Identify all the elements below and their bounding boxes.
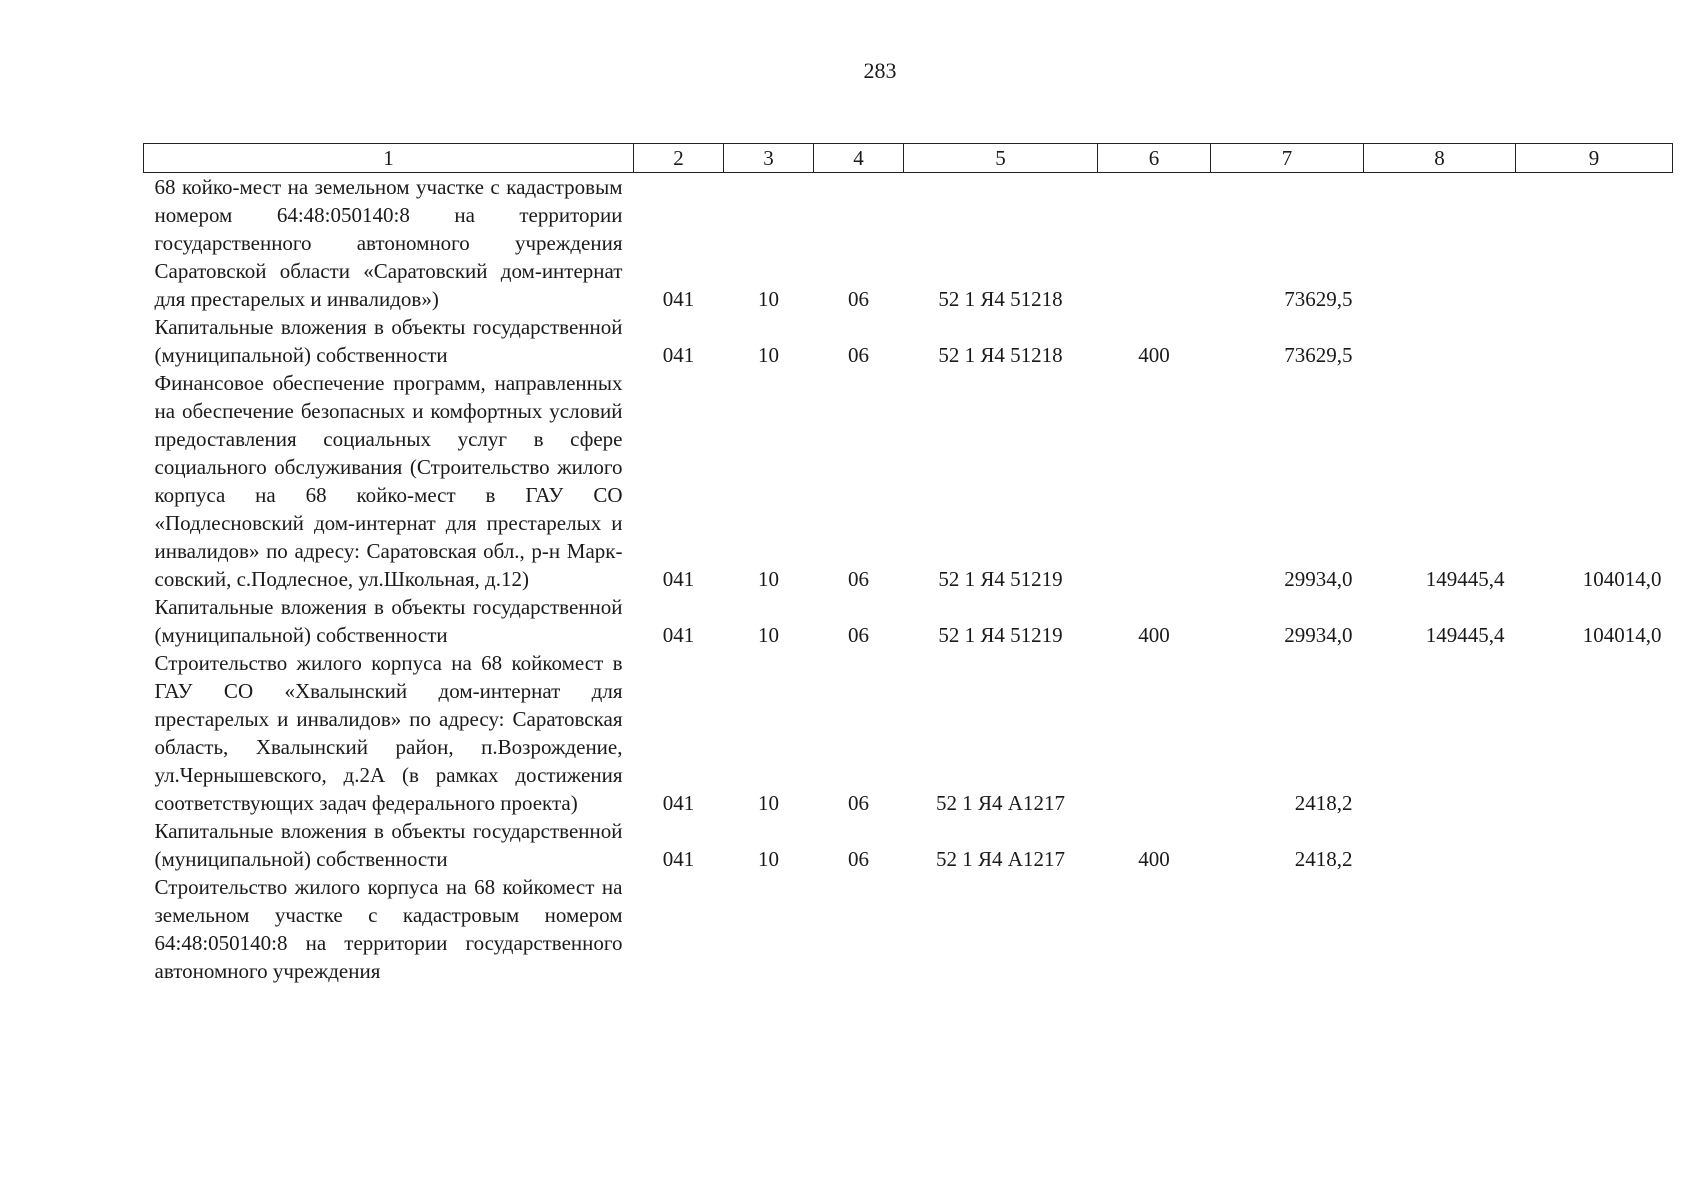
header-col-2: 2 <box>634 144 724 173</box>
row-description: 68 койко-мест на земельном участке с кадастровым номером 64:48:050140:8 на территории государственного автономного учреждения Саратовской области «Саратовский дом-интернат для престарелых и инвалидов») <box>154 175 623 311</box>
row-subsection-code: 06 <box>848 343 869 367</box>
row-description: Капитальные вложения в объекты государственной (муниципальной) собственности <box>154 315 623 367</box>
row-ministry-code <box>634 873 724 985</box>
row-expense-type <box>1098 873 1211 985</box>
table-header <box>144 144 1673 173</box>
row-amount-col8 <box>1364 649 1516 817</box>
row-amount-col8: 149445,4 <box>1425 567 1505 591</box>
row-section-code: 10 <box>758 847 779 871</box>
row-ministry-code: 041 <box>662 343 695 367</box>
row-target-code <box>904 873 1098 985</box>
row-target-code: 52 1 Я4 51219 <box>938 567 1063 591</box>
row-section-code: 10 <box>758 287 779 311</box>
row-amount-col9 <box>1516 873 1673 985</box>
row-amount-col9: 104014,0 <box>1582 623 1662 647</box>
header-col-3: 3 <box>724 144 814 173</box>
table-row <box>144 817 1673 873</box>
row-amount-col8: 149445,4 <box>1425 623 1505 647</box>
header-col-9: 9 <box>1516 144 1673 173</box>
row-expense-type: 400 <box>1138 847 1170 871</box>
row-description: Капитальные вложения в объекты государственной (муниципальной) собственности <box>154 595 623 647</box>
table-row <box>144 593 1673 649</box>
row-subsection-code: 06 <box>848 847 869 871</box>
row-target-code: 52 1 Я4 А1217 <box>936 791 1065 815</box>
row-target-code: 52 1 Я4 51219 <box>938 623 1063 647</box>
row-expense-type <box>1098 173 1211 314</box>
row-amount-col9 <box>1516 313 1673 369</box>
row-target-code: 52 1 Я4 51218 <box>938 343 1063 367</box>
header-row <box>144 144 1673 173</box>
header-col-7: 7 <box>1211 144 1364 173</box>
row-amount-col9 <box>1516 649 1673 817</box>
header-col-1: 1 <box>144 144 634 173</box>
row-amount-col8 <box>1364 313 1516 369</box>
row-ministry-code: 041 <box>662 791 695 815</box>
header-col-6: 6 <box>1098 144 1211 173</box>
row-amount-col9: 104014,0 <box>1582 567 1662 591</box>
row-section-code: 10 <box>758 623 779 647</box>
row-ministry-code: 041 <box>662 847 695 871</box>
row-description: Капитальные вложения в объекты государственной (муниципальной) собственности <box>154 819 623 871</box>
row-description: Строительство жилого корпуса на 68 койкомест в ГАУ СО «Хвалынский дом-интернат для престарелых и инвалидов» по адресу: Саратовская область, Хвалынский район, п.Возрождение, ул.Чернышевского, д.2А (в рамках достижения соответствующих задач федерального проекта) <box>154 651 623 815</box>
row-section-code: 10 <box>758 791 779 815</box>
row-amount-col7: 2418,2 <box>1294 847 1353 871</box>
budget-table <box>143 143 1673 985</box>
row-section-code <box>724 873 814 985</box>
table-row <box>144 173 1673 314</box>
row-subsection-code: 06 <box>848 791 869 815</box>
row-amount-col7 <box>1211 873 1364 985</box>
table-row <box>144 873 1673 985</box>
row-subsection-code: 06 <box>848 623 869 647</box>
header-col-4: 4 <box>814 144 904 173</box>
row-ministry-code: 041 <box>662 623 695 647</box>
row-expense-type <box>1098 649 1211 817</box>
row-description: Строительство жилого корпуса на 68 койкомест на земельном участке с кадастровым номером 64:48:050140:8 на территории государственного автономного учреждения <box>154 875 623 983</box>
row-amount-col9 <box>1516 817 1673 873</box>
table-row <box>144 649 1673 817</box>
row-section-code: 10 <box>758 343 779 367</box>
row-section-code: 10 <box>758 567 779 591</box>
row-subsection-code <box>814 873 904 985</box>
row-amount-col7: 73629,5 <box>1284 343 1353 367</box>
row-target-code: 52 1 Я4 А1217 <box>936 847 1065 871</box>
row-subsection-code: 06 <box>848 567 869 591</box>
row-ministry-code: 041 <box>662 567 695 591</box>
row-expense-type: 400 <box>1138 343 1170 367</box>
row-amount-col7: 2418,2 <box>1294 791 1353 815</box>
row-amount-col7: 29934,0 <box>1284 623 1353 647</box>
row-amount-col8 <box>1364 873 1516 985</box>
row-amount-col7: 29934,0 <box>1284 567 1353 591</box>
row-subsection-code: 06 <box>848 287 869 311</box>
row-amount-col7: 73629,5 <box>1284 287 1353 311</box>
row-target-code: 52 1 Я4 51218 <box>938 287 1063 311</box>
row-expense-type: 400 <box>1138 623 1170 647</box>
table-row <box>144 313 1673 369</box>
row-ministry-code: 041 <box>662 287 695 311</box>
row-amount-col8 <box>1364 817 1516 873</box>
header-col-8: 8 <box>1364 144 1516 173</box>
table-row <box>144 369 1673 593</box>
row-amount-col9 <box>1516 173 1673 314</box>
page-number: 283 <box>863 58 897 83</box>
row-amount-col8 <box>1364 173 1516 314</box>
header-col-5: 5 <box>904 144 1098 173</box>
table-body <box>144 173 1673 986</box>
row-expense-type <box>1098 369 1211 593</box>
row-description: Финансовое обеспечение программ, направленных на обеспечение безопасных и комфортных условий предоставления социальных услуг в сфере социального обслуживания (Строительство жилого корпуса на 68 койко-мест в ГАУ СО «Подлесновский дом-интернат для престарелых и инвалидов» по адресу: Саратовская обл., р-н Марксовский, с.Подлесное, ул.Школьная, д.12) <box>154 371 623 591</box>
